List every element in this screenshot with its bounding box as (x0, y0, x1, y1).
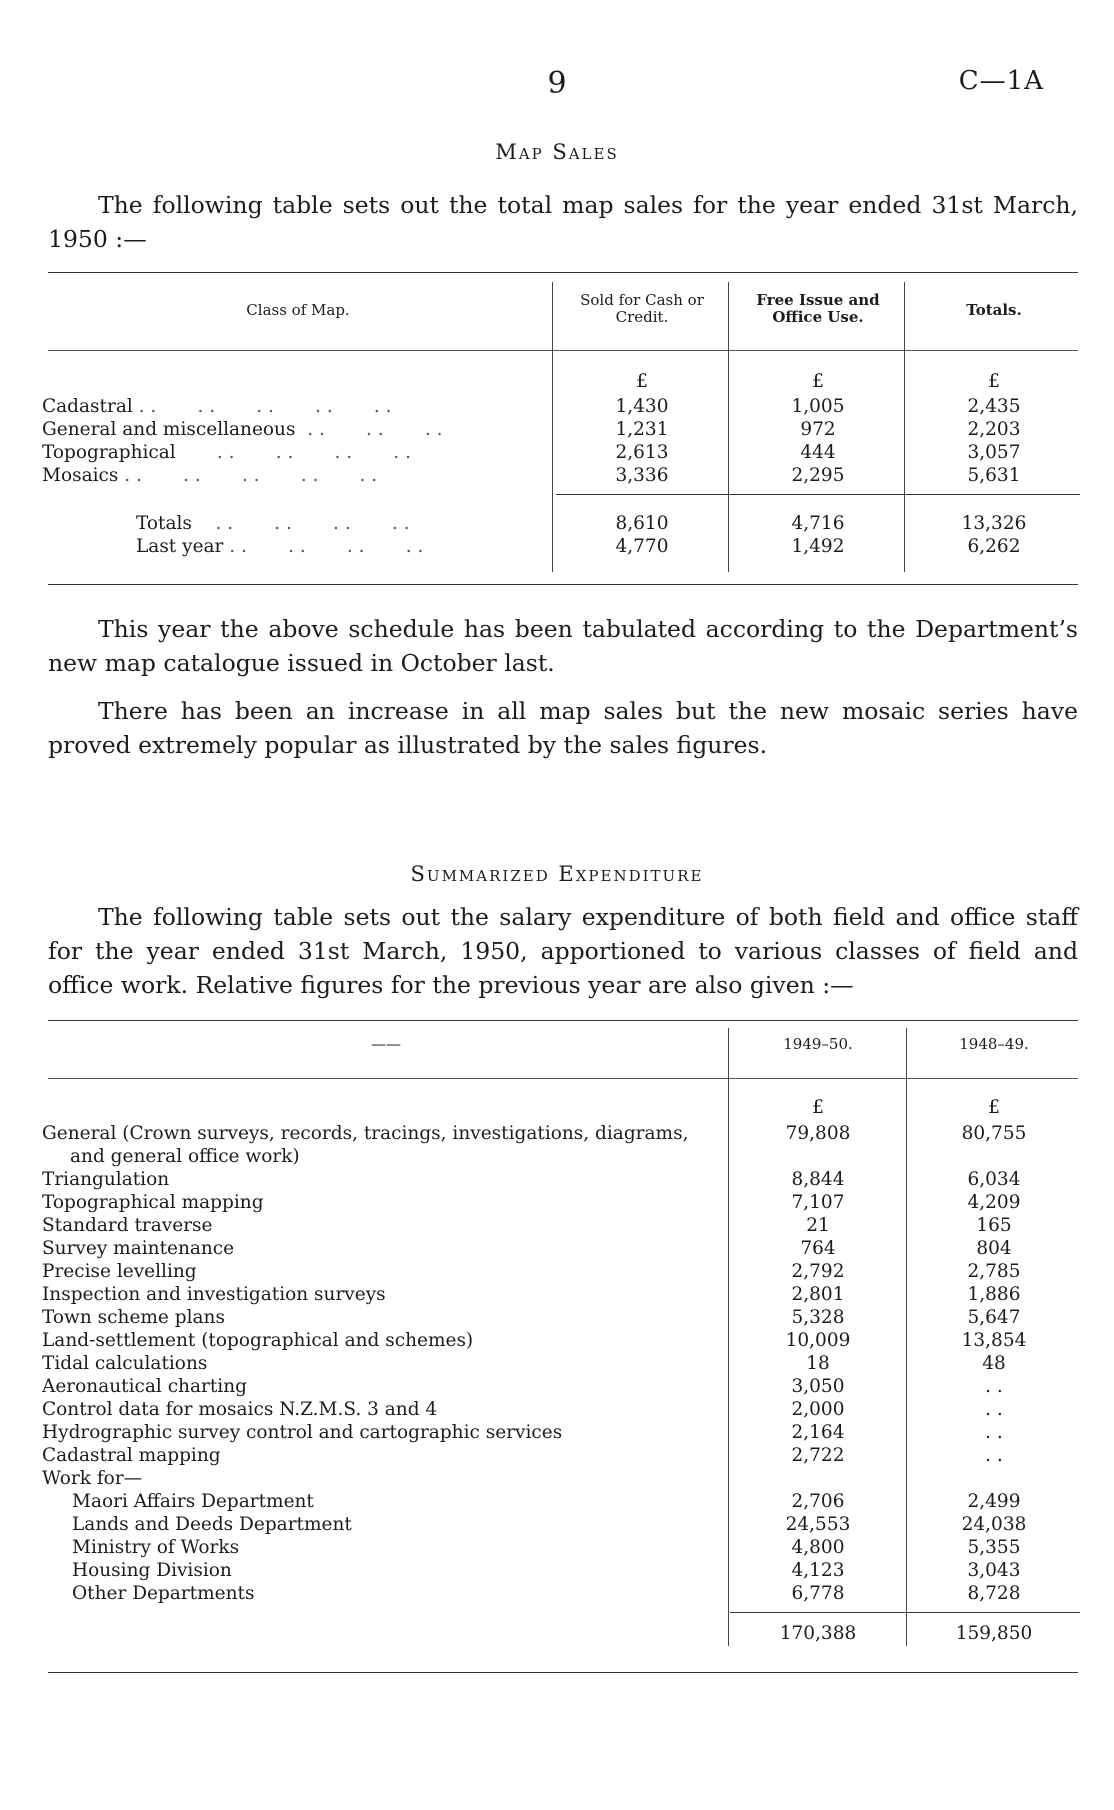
table-cell-free: 1,005 (791, 396, 845, 417)
map-sales-title: Map Sales (495, 140, 619, 164)
totals-rule (556, 494, 1080, 495)
table-cell-1949-50: 4,800 (791, 1537, 845, 1558)
table-cell-1949-50: 3,050 (791, 1376, 845, 1397)
table-cell-sold: 1,430 (615, 396, 669, 417)
table-cell-total: 5,631 (967, 465, 1021, 486)
table-cell-1949-50: 21 (806, 1215, 830, 1236)
table-cell-1948-49: 80,755 (961, 1123, 1027, 1144)
table-cell-1948-49: 13,854 (961, 1330, 1027, 1351)
table-cell-1949-50: 5,328 (791, 1307, 845, 1328)
table-cell-1948-49: . . (985, 1399, 1003, 1420)
table-row-label: Maori Affairs Department (72, 1491, 314, 1512)
table-cell-sold: 2,613 (615, 442, 669, 463)
last-year-cell-free: 1,492 (791, 536, 845, 557)
table-row-label: Inspection and investigation surveys (42, 1284, 386, 1305)
totals-cell-free: 4,716 (791, 513, 845, 534)
column-header-1948-49: 1948–49. (959, 1035, 1029, 1053)
totals-cell-sold: 8,610 (615, 513, 669, 534)
table-cell-1948-49: 165 (976, 1215, 1012, 1236)
header-bottom-rule (48, 1078, 1078, 1079)
table-row-label: Housing Division (72, 1560, 232, 1581)
table-row-label: Control data for mosaics N.Z.M.S. 3 and 4 (42, 1399, 438, 1420)
table-cell-1948-49: 5,355 (967, 1537, 1021, 1558)
currency-symbol: £ (811, 1096, 825, 1118)
currency-symbol: £ (987, 370, 1001, 392)
table-row-label: General (Crown surveys, records, tracings, investigations, diagrams, (42, 1123, 689, 1144)
table-cell-sold: 1,231 (615, 419, 669, 440)
column-divider (728, 1028, 729, 1646)
table-row-label: Precise levelling (42, 1261, 197, 1282)
table-row-label: Ministry of Works (72, 1537, 240, 1558)
table-cell-1948-49: 8,728 (967, 1583, 1021, 1604)
column-header-blank: —— (371, 1035, 401, 1053)
table-row-label: Mosaics . . . . . . . . . . (42, 465, 378, 486)
table-cell-1949-50: 18 (806, 1353, 830, 1374)
table-top-rule (48, 1020, 1078, 1021)
table-row-label: Survey maintenance (42, 1238, 235, 1259)
table-cell-1949-50: 2,000 (791, 1399, 845, 1420)
table-row-label: Topographical . . . . . . . . (42, 442, 411, 463)
column-divider (552, 282, 553, 572)
table-row-label: Topographical mapping (42, 1192, 264, 1213)
table-cell-1948-49: 4,209 (967, 1192, 1021, 1213)
table-cell-1949-50: 6,778 (791, 1583, 845, 1604)
table-cell-1948-49: 3,043 (967, 1560, 1021, 1581)
map-sales-paragraph: This year the above schedule has been tabulated according to the Department’s new map catalogue issued in October last. (48, 615, 1078, 677)
table-cell-1949-50: 4,123 (791, 1560, 845, 1581)
column-divider (906, 1028, 907, 1646)
table-row-label: Town scheme plans (42, 1307, 225, 1328)
table-row-label: Land-settlement (topographical and schemes) (42, 1330, 474, 1351)
totals-row-label: Totals . . . . . . . . (136, 513, 410, 534)
table-bottom-rule (48, 1672, 1078, 1673)
column-divider (904, 282, 905, 572)
table-cell-free: 444 (800, 442, 836, 463)
table-row-label: Cadastral . . . . . . . . . . (42, 396, 392, 417)
table-cell-1948-49: 24,038 (961, 1514, 1027, 1535)
table-cell-1948-49: 804 (976, 1238, 1012, 1259)
table-cell-1949-50: 2,792 (791, 1261, 845, 1282)
table-cell-total: 2,435 (967, 396, 1021, 417)
table-cell-1949-50: 2,164 (791, 1422, 845, 1443)
currency-symbol: £ (811, 370, 825, 392)
table-cell-1949-50: 7,107 (791, 1192, 845, 1213)
table-row-label: General and miscellaneous . . . . . . (42, 419, 443, 440)
table-row-label: Aeronautical charting (42, 1376, 247, 1397)
last-year-cell-sold: 4,770 (615, 536, 669, 557)
last-year-row-label: Last year . . . . . . . . (136, 536, 424, 557)
page-number: 9 (547, 66, 567, 101)
table-cell-1948-49: 6,034 (967, 1169, 1021, 1190)
column-header-class: Class of Map. (246, 301, 350, 319)
column-header-1949-50: 1949–50. (783, 1035, 853, 1053)
table-cell-1948-49: . . (985, 1376, 1003, 1397)
table-cell-total: 2,203 (967, 419, 1021, 440)
table-row-label: Hydrographic survey control and cartographic services (42, 1422, 563, 1443)
table-cell-free: 2,295 (791, 465, 845, 486)
table-cell-1949-50: 10,009 (785, 1330, 851, 1351)
header-bottom-rule (48, 350, 1078, 351)
table-cell-1949-50: 764 (800, 1238, 836, 1259)
table-cell-1948-49: 5,647 (967, 1307, 1021, 1328)
table-row-label: Other Departments (72, 1583, 255, 1604)
table-cell-1948-49: . . (985, 1445, 1003, 1466)
total-cell-1949-50: 170,388 (779, 1623, 857, 1644)
table-cell-1948-49: 2,499 (967, 1491, 1021, 1512)
last-year-cell-total: 6,262 (967, 536, 1021, 557)
total-cell-1948-49: 159,850 (955, 1623, 1033, 1644)
table-row-label: Standard traverse (42, 1215, 213, 1236)
table-cell-1948-49: 2,785 (967, 1261, 1021, 1282)
table-row-label: Cadastral mapping (42, 1445, 221, 1466)
table-row-label-continued: and general office work) (70, 1146, 300, 1167)
expenditure-intro: The following table sets out the salary expenditure of both field and office staff for the year ended 31st March, 1950, apportioned to various classes of field and office work. Relative figures for the previous year are also given :— (48, 903, 1078, 999)
document-reference: C—1A (958, 66, 1044, 96)
table-cell-free: 972 (800, 419, 836, 440)
table-cell-1949-50: 2,722 (791, 1445, 845, 1466)
table-cell-total: 3,057 (967, 442, 1021, 463)
totals-rule (730, 1612, 1080, 1613)
table-cell-1949-50: 2,801 (791, 1284, 845, 1305)
table-cell-1949-50: 2,706 (791, 1491, 845, 1512)
table-cell-1948-49: 48 (982, 1353, 1006, 1374)
totals-cell-total: 13,326 (961, 513, 1027, 534)
work-for-heading: Work for— (42, 1468, 143, 1489)
column-header-totals: Totals. (966, 301, 1022, 319)
table-cell-sold: 3,336 (615, 465, 669, 486)
table-row-label: Tidal calculations (42, 1353, 208, 1374)
table-cell-1948-49: 1,886 (967, 1284, 1021, 1305)
table-cell-1948-49: . . (985, 1422, 1003, 1443)
expenditure-title: Summarized Expenditure (410, 862, 704, 886)
table-row-label: Triangulation (42, 1169, 170, 1190)
table-bottom-rule (48, 584, 1078, 585)
map-sales-intro: The following table sets out the total map sales for the year ended 31st March, 1950 :— (48, 191, 1078, 253)
table-top-rule (48, 272, 1078, 273)
table-cell-1949-50: 79,808 (785, 1123, 851, 1144)
column-header-sold: Sold for Cash or Credit. (580, 291, 704, 326)
column-divider (728, 282, 729, 572)
map-sales-paragraph: There has been an increase in all map sales but the new mosaic series have proved extremely popular as illustrated by the sales figures. (48, 697, 1078, 759)
column-header-free: Free Issue and Office Use. (756, 291, 880, 326)
currency-symbol: £ (987, 1096, 1001, 1118)
table-row-label: Lands and Deeds Department (72, 1514, 352, 1535)
table-cell-1949-50: 8,844 (791, 1169, 845, 1190)
currency-symbol: £ (635, 370, 649, 392)
table-cell-1949-50: 24,553 (785, 1514, 851, 1535)
